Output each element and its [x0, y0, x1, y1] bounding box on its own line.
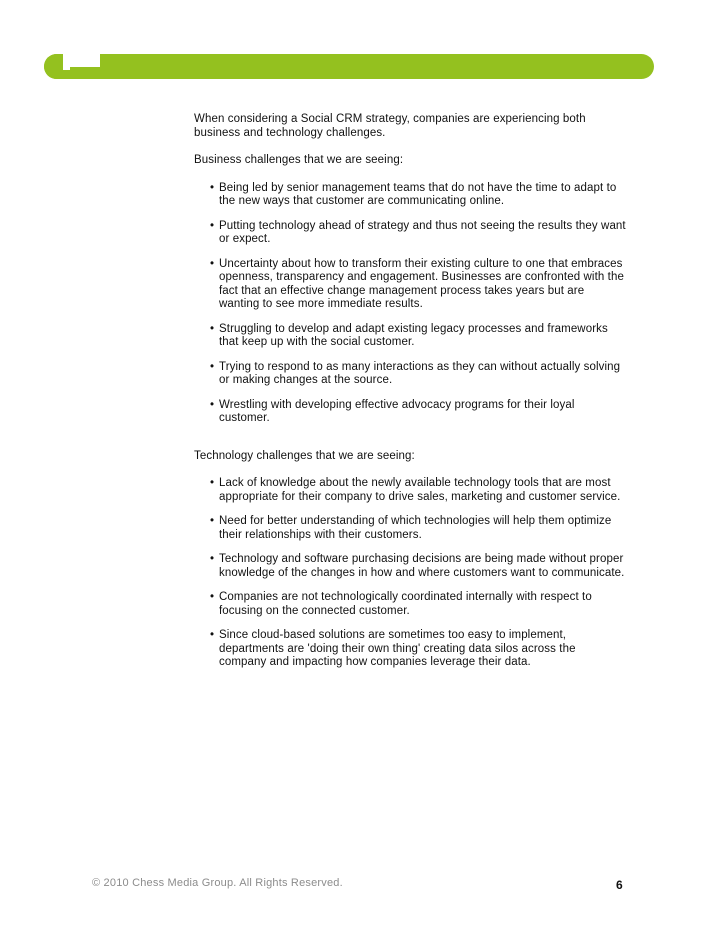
list-item: [210, 323, 626, 350]
list-item: [210, 591, 626, 618]
bullet-icon: •: [210, 360, 215, 373]
technology-challenges-heading: Technology challenges that we are seeing:: [194, 449, 415, 462]
bullet-icon: •: [210, 553, 215, 565]
bullet-icon: •: [210, 257, 215, 270]
header-bar: [0, 0, 728, 100]
bullet-icon: •: [210, 219, 215, 232]
list-item-text: Trying to respond to as many interactions as they can without actually solving or making changes at the source.: [219, 360, 621, 386]
list-item: [210, 182, 626, 209]
bullet-icon: •: [210, 477, 215, 489]
list-item: [210, 399, 626, 426]
footer-copyright: © 2010 Chess Media Group. All Rights Reserved.: [92, 877, 343, 889]
bullet-icon: •: [210, 322, 215, 335]
business-challenges-list: [194, 182, 626, 426]
bullet-icon: •: [210, 629, 215, 641]
bullet-icon: •: [210, 515, 215, 527]
list-item-text: Putting technology ahead of strategy and thus not seeing the results they want or expect.: [219, 219, 626, 245]
header-notch-cut: [66, 52, 100, 67]
list-item: [210, 220, 626, 247]
list-item: [210, 477, 626, 504]
list-item-text: Uncertainty about how to transform their existing culture to one that embraces openness, transparency and engagement. Businesses are confronted with the fact that an effective change management process takes years but are wanting to see more immediate results.: [219, 257, 624, 310]
intro-paragraph: When considering a Social CRM strategy, companies are experiencing both business and technology challenges.: [194, 113, 586, 139]
page-content: [194, 113, 626, 681]
list-item: [210, 361, 626, 388]
bullet-icon: •: [210, 398, 215, 411]
list-item: [210, 515, 626, 542]
header-green-bar: [44, 54, 654, 79]
list-item-text: Struggling to develop and adapt existing legacy processes and frameworks that keep up with the social customer.: [219, 322, 608, 348]
list-item-text: Wrestling with developing effective advocacy programs for their loyal customer.: [219, 398, 575, 424]
header-accent-square: [84, 69, 100, 79]
list-item: [210, 258, 626, 312]
list-item-text: Since cloud-based solutions are sometimes too easy to implement, departments are 'doing their own thing' creating data silos across the company and impacting how companies leverage their data.: [219, 629, 576, 668]
list-item-text: Lack of knowledge about the newly available technology tools that are most appropriate for their company to drive sales, marketing and customer service.: [219, 477, 621, 503]
list-item-text: Companies are not technologically coordinated internally with respect to focusing on the connected customer.: [219, 591, 592, 617]
list-item-text: Technology and software purchasing decisions are being made without proper knowledge of the changes in how and where customers want to communicate.: [219, 553, 625, 579]
list-item-text: Need for better understanding of which technologies will help them optimize their relationships with their customers.: [219, 515, 612, 541]
list-item: [210, 553, 626, 580]
technology-challenges-list: [194, 477, 626, 670]
list-item: [210, 629, 626, 670]
list-item-text: Being led by senior management teams that do not have the time to adapt to the new ways that customer are communicating online.: [219, 181, 617, 207]
business-challenges-heading: Business challenges that we are seeing:: [194, 154, 404, 166]
bullet-icon: •: [210, 181, 215, 194]
bullet-icon: •: [210, 591, 215, 603]
page-number: 6: [616, 878, 623, 892]
